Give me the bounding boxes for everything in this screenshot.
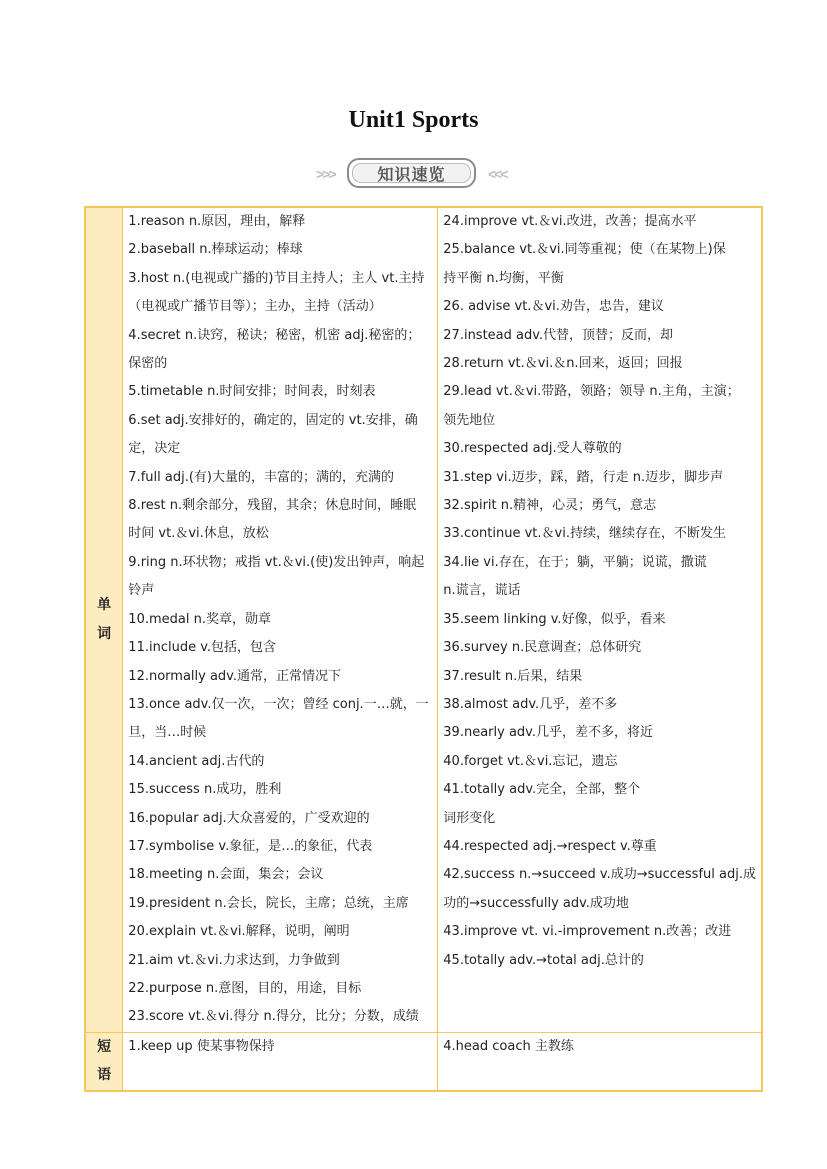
entry-line: 功的→successfully adv.成功地: [443, 895, 629, 911]
banner-pill: [347, 158, 476, 188]
entry-line: 34.lie vi.存在，在于；躺，平躺；说谎，撒谎: [443, 554, 707, 570]
entry-line: 44.respected adj.→respect v.尊重: [443, 838, 657, 854]
entry-line: 6.set adj.安排好的，确定的，固定的 vt.安排，确: [128, 412, 418, 428]
entry-line: 9.ring n.环状物；戒指 vt.＆vi.(使)发出钟声，响起: [128, 554, 425, 570]
entry-line: 12.normally adv.通常，正常情况下: [128, 668, 341, 684]
entry-line: 旦，当…时候: [128, 725, 207, 741]
words-row: [85, 207, 762, 1032]
entry-line: 1.reason n.原因，理由，解释: [128, 214, 306, 229]
entry-line: 29.lead vt.＆vi.带路，领路；领导 n.主角，主演；: [443, 384, 740, 400]
phrases-row: [85, 1032, 762, 1090]
entry-line: 词形变化: [443, 810, 496, 826]
entry-line: 25.balance vt.＆vi.同等重视；使（在某物上)保: [443, 242, 726, 258]
entry-line: 8.rest n.剩余部分，残留，其余；休息时间，睡眠: [128, 498, 417, 514]
entry-line: 36.survey n.民意调查；总体研究: [443, 640, 642, 656]
entry-line: 38.almost adv.几乎，差不多: [443, 696, 618, 712]
entry-line: 时间 vt.＆vi.休息，放松: [128, 526, 269, 542]
words-right-column: [438, 207, 762, 1032]
entry-line: 35.seem linking v.好像，似乎，看来: [443, 611, 666, 627]
entry-line: 11.include v.包括，包含: [128, 640, 277, 656]
entry-line: 4.secret n.诀窍，秘诀；秘密，机密 adj.秘密的；: [128, 327, 421, 343]
entry-line: 2.baseball n.棒球运动；棒球: [128, 242, 303, 258]
entry-line: 42.success n.→succeed v.成功→successful adj.成: [443, 867, 756, 883]
entry-line: 39.nearly adv.几乎，差不多，将近: [443, 725, 653, 741]
entry-line: 13.once adv.仅一次，一次；曾经 conj.一…就，一: [128, 696, 429, 712]
entry-line: 26. advise vt.＆vi.劝告，忠告，建议: [443, 299, 664, 315]
entry-line: （电视或广播节目等）；主办，主持（活动）: [128, 299, 382, 315]
left-chevrons-icon: <<<: [488, 166, 507, 182]
entry-line: 7.full adj.(有)大量的，丰富的；满的，充满的: [128, 469, 394, 485]
entry-line: 19.president n.会长，院长，主席；总统，主席: [128, 895, 409, 911]
entry-line: 4.head coach 主教练: [443, 1038, 574, 1054]
phrases-right-column: [438, 1032, 762, 1090]
entry-line: 21.aim vt.＆vi.力求达到，力争做到: [128, 952, 340, 968]
entry-line: 20.explain vt.＆vi.解释，说明，阐明: [128, 924, 350, 940]
entry-line: 23.score vt.＆vi.得分 n.得分，比分；分数，成绩: [128, 1009, 419, 1025]
vocabulary-table: [84, 206, 763, 1092]
entry-line: 定，决定: [128, 441, 181, 457]
entry-line: 保密的: [128, 356, 168, 372]
entry-line: 10.medal n.奖章，勋章: [128, 611, 271, 627]
entry-line: 领先地位: [443, 412, 496, 428]
phrases-left-column: [123, 1032, 438, 1090]
entry-line: 1.keep up 使某事物保持: [128, 1038, 275, 1054]
entry-line: 22.purpose n.意图，目的，用途，目标: [128, 980, 362, 996]
entry-line: 14.ancient adj.古代的: [128, 753, 265, 769]
section-banner: [0, 156, 827, 192]
entry-line: 45.totally adv.→total adj.总计的: [443, 952, 644, 968]
banner-label: 知识速览: [352, 163, 471, 183]
entry-line: 持平衡 n.均衡，平衡: [443, 270, 564, 286]
entry-line: 3.host n.(电视或广播的)节目主持人；主人 vt.主持: [128, 270, 425, 286]
entry-line: 31.step vi.迈步，踩，踏，行走 n.迈步，脚步声: [443, 469, 724, 485]
entry-line: 40.forget vt.＆vi.忘记，遗忘: [443, 753, 618, 769]
entry-line: 27.instead adv.代替，顶替；反而，却: [443, 327, 674, 343]
entry-line: 铃声: [128, 583, 155, 599]
entry-line: 30.respected adj.受人尊敬的: [443, 441, 622, 457]
words-header: 单词: [85, 207, 123, 1032]
entry-line: 5.timetable n.时间安排；时间表，时刻表: [128, 384, 376, 400]
entry-line: 33.continue vt.＆vi.持续，继续存在，不断发生: [443, 526, 726, 542]
entry-line: 41.totally adv.完全，全部，整个: [443, 782, 641, 798]
phrases-header: 短语: [85, 1032, 123, 1090]
entry-line: 15.success n.成功，胜利: [128, 782, 282, 798]
entry-line: 28.return vt.＆vi.＆n.回来，返回；回报: [443, 356, 683, 372]
words-left-column: [123, 207, 438, 1032]
entry-line: 17.symbolise v.象征，是…的象征，代表: [128, 838, 373, 854]
entry-line: 16.popular adj.大众喜爱的，广受欢迎的: [128, 810, 370, 826]
entry-line: 32.spirit n.精神，心灵；勇气，意志: [443, 498, 657, 514]
entry-line: 37.result n.后果，结果: [443, 668, 583, 684]
entry-line: 24.improve vt.＆vi.改进，改善；提高水平: [443, 214, 697, 229]
page-title: Unit1 Sports: [348, 107, 479, 133]
entry-line: 18.meeting n.会面，集会；会议: [128, 867, 324, 883]
entry-line: 43.improve vt. vi.-improvement n.改善；改进: [443, 924, 732, 940]
right-chevrons-icon: >>>: [316, 166, 335, 182]
entry-line: n.谎言，谎话: [443, 583, 521, 599]
